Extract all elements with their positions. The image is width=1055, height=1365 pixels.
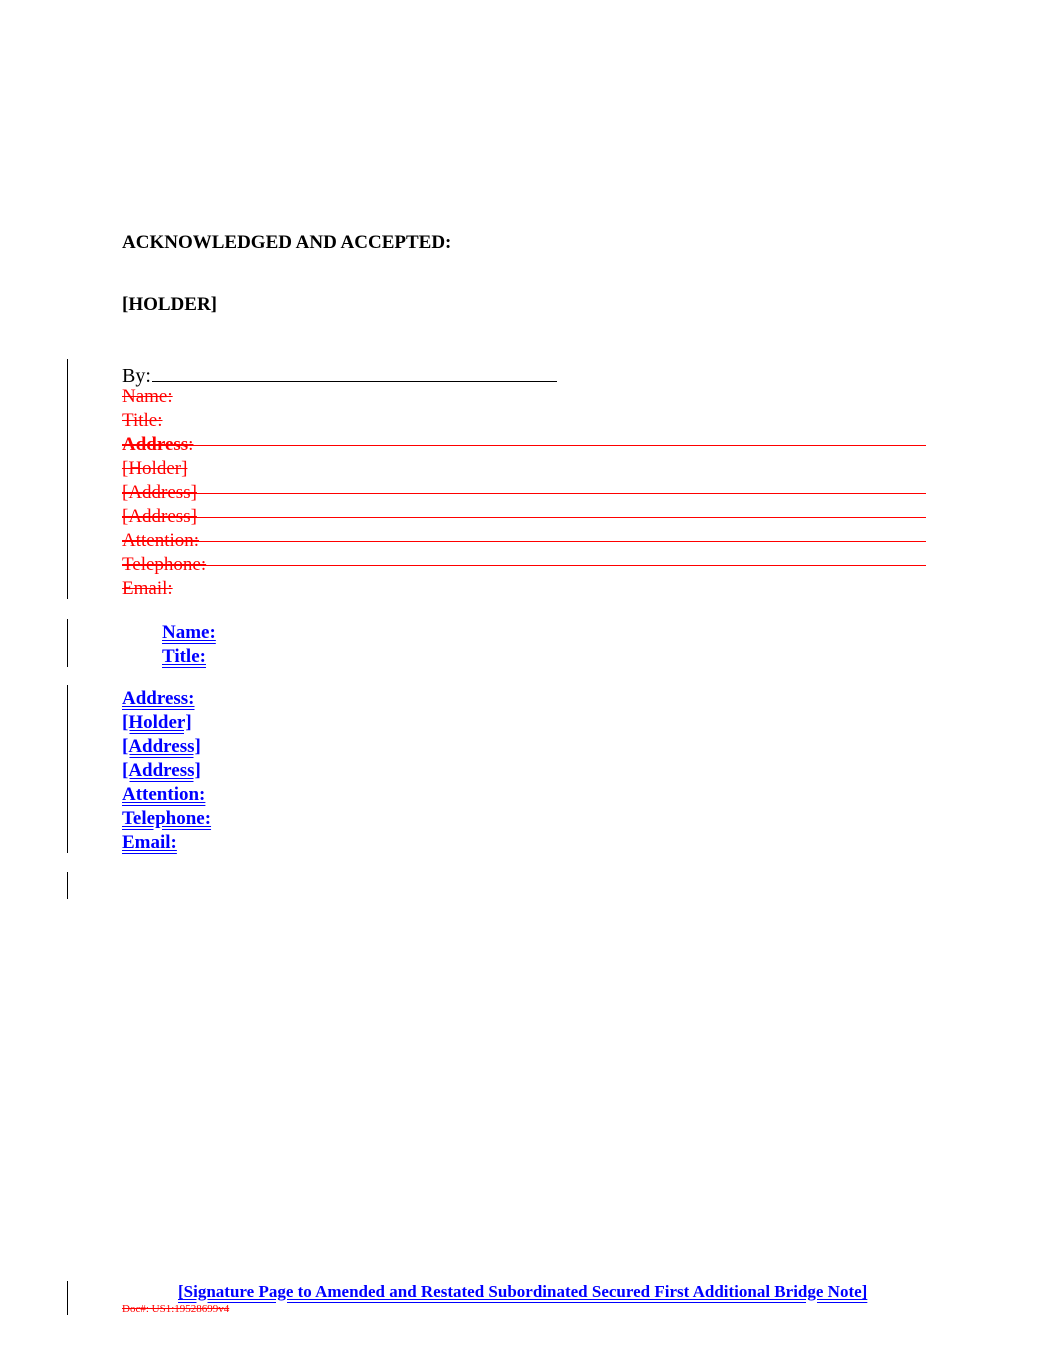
by-label: By: — [122, 365, 151, 387]
deleted-telephone: Telephone: — [122, 554, 207, 575]
inserted-title: Title: — [162, 646, 206, 667]
change-bar — [67, 359, 68, 599]
acknowledged-heading: ACKNOWLEDGED AND ACCEPTED: — [122, 232, 452, 253]
deleted-address — [122, 433, 193, 457]
inserted-email: Email: — [122, 832, 177, 853]
change-bar — [67, 1281, 68, 1315]
deleted-address-label: Address — [122, 434, 189, 455]
deleted-rule — [122, 493, 926, 494]
deleted-attention: Attention: — [122, 530, 200, 551]
deleted-name: Name: — [122, 386, 173, 407]
deleted-rule — [122, 517, 926, 518]
change-bar — [67, 872, 68, 899]
inserted-name: Name: — [162, 622, 216, 643]
change-bar — [67, 619, 68, 667]
deleted-address-colon: : — [188, 434, 194, 455]
signature-rule — [152, 361, 557, 382]
inserted-telephone: Telephone: — [122, 808, 212, 829]
doc-id: Doc#: US1:19528699v4 — [122, 1303, 230, 1315]
deleted-title: Title: — [122, 410, 163, 431]
deleted-rule — [122, 541, 926, 542]
signature-page-footer: [Signature Page to Amended and Restated Subordinated Secured First Additional Bridge Note] — [178, 1282, 868, 1301]
deleted-holder: [Holder] — [122, 458, 188, 479]
change-bar — [67, 685, 68, 853]
deleted-rule — [122, 445, 926, 446]
inserted-address: Address: — [122, 688, 195, 709]
inserted-address-1: [Address] — [122, 736, 201, 757]
inserted-attention: Attention: — [122, 784, 206, 805]
signature-by-line — [122, 361, 557, 388]
inserted-address-2: [Address] — [122, 760, 201, 781]
holder-heading: [HOLDER] — [122, 294, 217, 315]
inserted-holder: [Holder] — [122, 712, 192, 733]
deleted-address-1: [Address] — [122, 482, 197, 503]
deleted-email: Email: — [122, 578, 173, 599]
deleted-address-2: [Address] — [122, 506, 197, 527]
deleted-rule — [122, 565, 926, 566]
